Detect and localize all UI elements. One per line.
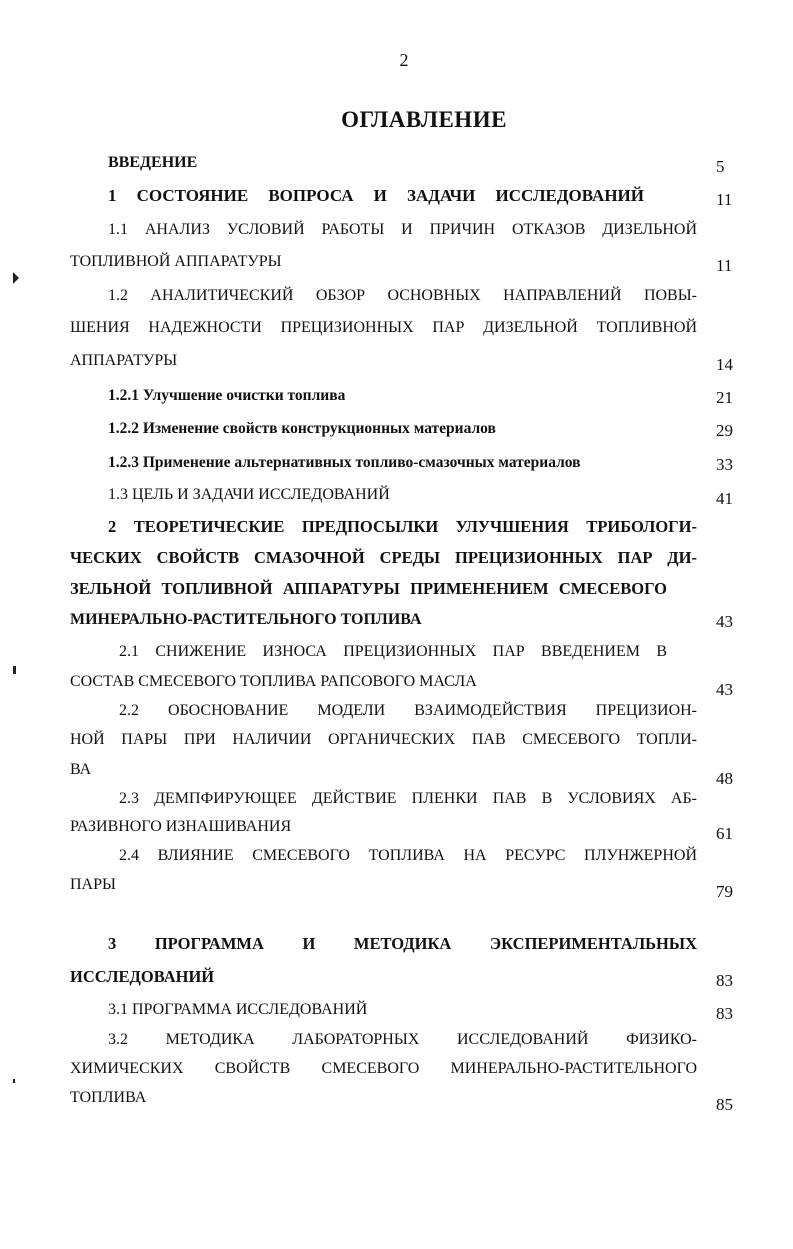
scan-mark bbox=[13, 1079, 15, 1083]
toc-page-2-4: 79 bbox=[716, 882, 733, 901]
toc-page-chapter-1: 11 bbox=[716, 190, 733, 209]
toc-entry-3-2-line-3: ТОПЛИВА bbox=[70, 1089, 147, 1106]
toc-entry-1-2-3: 1.2.3 Применение альтернативных топливо-смазочных материалов bbox=[108, 454, 581, 471]
toc-page-chapter-2: 43 bbox=[716, 612, 733, 631]
toc-entry-2-1-line-1: 2.1 СНИЖЕНИЕ ИЗНОСА ПРЕЦИЗИОННЫХ ПАР ВВЕДЕНИЕМ В bbox=[119, 643, 667, 660]
toc-entry-1-1-line-1: 1.1 АНАЛИЗ УСЛОВИЙ РАБОТЫ И ПРИЧИН ОТКАЗОВ ДИЗЕЛЬНОЙ bbox=[108, 221, 697, 238]
toc-entry-1-2-1: 1.2.1 Улучшение очистки топлива bbox=[108, 387, 346, 404]
scan-mark bbox=[13, 666, 16, 674]
toc-page-intro: 5 bbox=[716, 157, 725, 176]
toc-entry-3-2-line-2: ХИМИЧЕСКИХ СВОЙСТВ СМЕСЕВОГО МИНЕРАЛЬНО-РАСТИТЕЛЬНОГО bbox=[70, 1060, 697, 1077]
toc-entry-2-1-line-2: СОСТАВ СМЕСЕВОГО ТОПЛИВА РАПСОВОГО МАСЛА bbox=[70, 673, 477, 690]
toc-page-2-1: 43 bbox=[716, 680, 733, 699]
toc-entry-chapter-3-line-1: 3 ПРОГРАММА И МЕТОДИКА ЭКСПЕРИМЕНТАЛЬНЫХ bbox=[108, 934, 697, 953]
toc-page-3-2: 85 bbox=[716, 1095, 733, 1114]
toc-entry-2-2-line-2: НОЙ ПАРЫ ПРИ НАЛИЧИИ ОРГАНИЧЕСКИХ ПАВ СМЕСЕВОГО ТОПЛИ- bbox=[70, 731, 697, 748]
toc-entry-2-3-line-1: 2.3 ДЕМПФИРУЮЩЕЕ ДЕЙСТВИЕ ПЛЕНКИ ПАВ В УСЛОВИЯХ АБ- bbox=[119, 790, 697, 807]
toc-entry-chapter-2-line-2: ЧЕСКИХ СВОЙСТВ СМАЗОЧНОЙ СРЕДЫ ПРЕЦИЗИОННЫХ ПАР ДИ- bbox=[70, 548, 697, 567]
toc-entry-2-3-line-2: РАЗИВНОГО ИЗНАШИВАНИЯ bbox=[70, 818, 292, 835]
toc-entry-2-4-line-2: ПАРЫ bbox=[70, 876, 116, 893]
toc-page-1-2-2: 29 bbox=[716, 421, 733, 440]
toc-page-1-3: 41 bbox=[716, 489, 733, 508]
toc-entry-chapter-2-line-4: МИНЕРАЛЬНО-РАСТИТЕЛЬНОГО ТОПЛИВА bbox=[70, 611, 422, 628]
toc-entry-chapter-3-line-2: ИССЛЕДОВАНИЙ bbox=[70, 967, 215, 986]
toc-entry-1-3: 1.3 ЦЕЛЬ И ЗАДАЧИ ИССЛЕДОВАНИЙ bbox=[108, 486, 390, 503]
toc-entry-chapter-1: 1 СОСТОЯНИЕ ВОПРОСА И ЗАДАЧИ ИССЛЕДОВАНИЙ bbox=[108, 186, 644, 205]
toc-entry-3-2-line-1: 3.2 МЕТОДИКА ЛАБОРАТОРНЫХ ИССЛЕДОВАНИЙ ФИЗИКО- bbox=[108, 1031, 697, 1048]
page-number: 2 bbox=[399, 50, 409, 70]
scan-mark bbox=[13, 272, 19, 284]
toc-page-1-2-3: 33 bbox=[716, 455, 733, 474]
toc-entry-intro: ВВЕДЕНИЕ bbox=[108, 154, 198, 171]
toc-entry-chapter-2-line-1: 2 ТЕОРЕТИЧЕСКИЕ ПРЕДПОСЫЛКИ УЛУЧШЕНИЯ ТРИБОЛОГИ- bbox=[108, 517, 697, 536]
toc-page-3-1: 83 bbox=[716, 1004, 733, 1023]
toc-page-chapter-3: 83 bbox=[716, 971, 733, 990]
toc-entry-2-2-line-1: 2.2 ОБОСНОВАНИЕ МОДЕЛИ ВЗАИМОДЕЙСТВИЯ ПРЕЦИЗИОН- bbox=[119, 702, 697, 719]
toc-page-1-2: 14 bbox=[716, 355, 733, 374]
toc-page-2-2: 48 bbox=[716, 769, 733, 788]
toc-entry-1-2-line-1: 1.2 АНАЛИТИЧЕСКИЙ ОБЗОР ОСНОВНЫХ НАПРАВЛЕНИЙ ПОВЫ- bbox=[108, 287, 697, 304]
toc-entry-1-2-line-2: ШЕНИЯ НАДЕЖНОСТИ ПРЕЦИЗИОННЫХ ПАР ДИЗЕЛЬНОЙ ТОПЛИВНОЙ bbox=[70, 319, 697, 336]
toc-entry-1-2-2: 1.2.2 Изменение свойств конструкционных материалов bbox=[108, 420, 496, 437]
toc-entry-2-4-line-1: 2.4 ВЛИЯНИЕ СМЕСЕВОГО ТОПЛИВА НА РЕСУРС ПЛУНЖЕРНОЙ bbox=[119, 847, 697, 864]
toc-entry-3-1: 3.1 ПРОГРАММА ИССЛЕДОВАНИЙ bbox=[108, 1001, 368, 1018]
toc-entry-1-2-line-3: АППАРАТУРЫ bbox=[70, 352, 178, 369]
toc-entry-chapter-2-line-3: ЗЕЛЬНОЙ ТОПЛИВНОЙ АППАРАТУРЫ ПРИМЕНЕНИЕМ СМЕСЕВОГО bbox=[70, 579, 667, 598]
toc-entry-2-2-line-3: ВА bbox=[70, 761, 92, 778]
toc-entry-1-1-line-2: ТОПЛИВНОЙ АППАРАТУРЫ bbox=[70, 253, 282, 270]
toc-page-2-3: 61 bbox=[716, 824, 733, 843]
page-title: ОГЛАВЛЕНИЕ bbox=[341, 107, 507, 132]
toc-page-1-1: 11 bbox=[716, 256, 733, 275]
toc-page-1-2-1: 21 bbox=[716, 388, 733, 407]
